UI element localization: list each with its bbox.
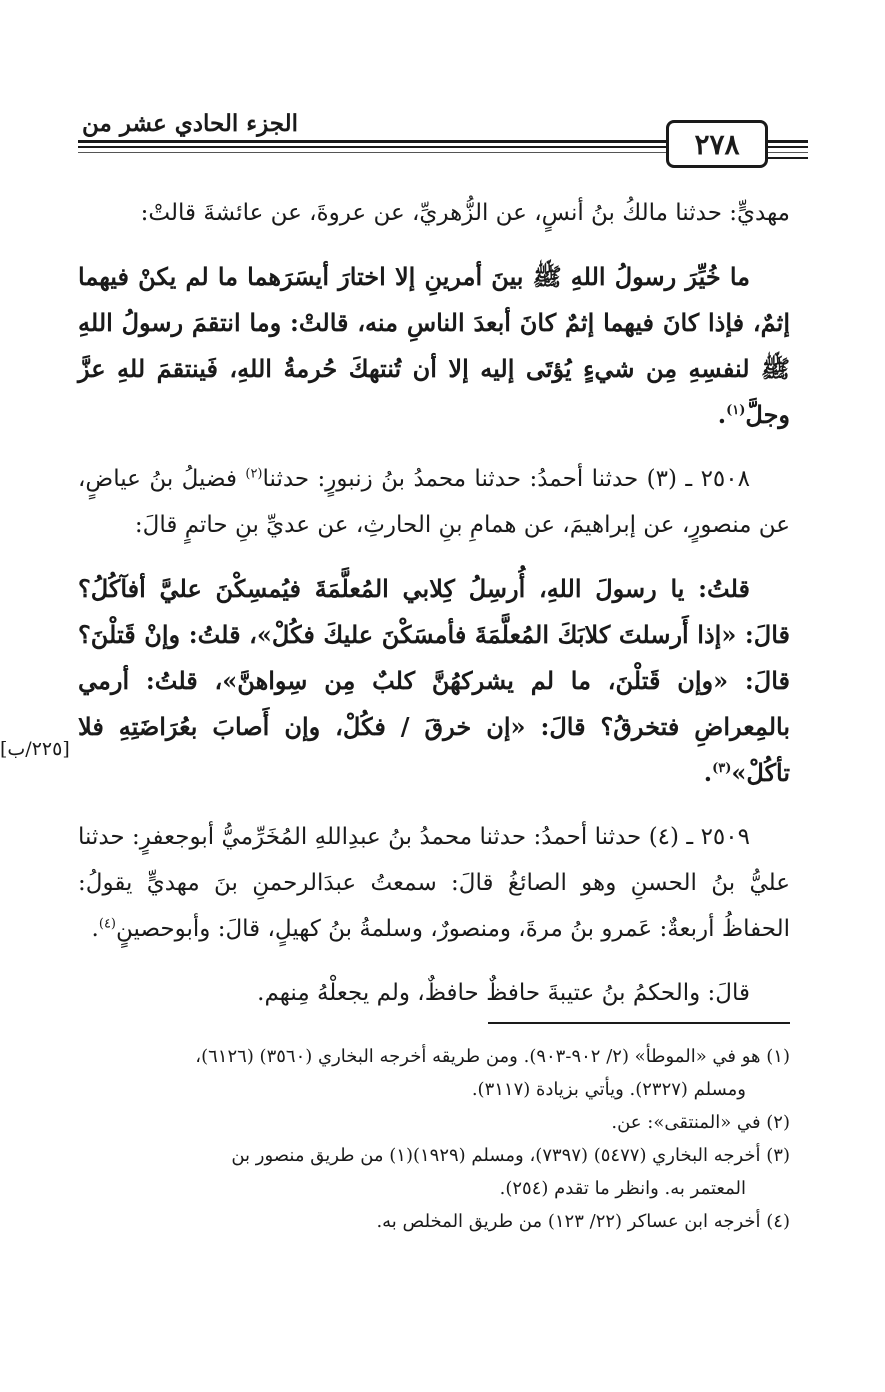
main-text [78, 190, 790, 1034]
footnote-line: (٤) أخرجه ابن عساكر (٢٢/ ١٢٣) من طريق المخلص به. [376, 1211, 790, 1232]
punctuation: . [717, 400, 727, 429]
footnote-line: (١) هو في «الموطأ» (٢/ ٩٠٢-٩٠٣). ومن طريقه أخرجه البخاري (٣٥٦٠) (٦١٢٦)، [195, 1046, 790, 1067]
hadith-text: ما خُيِّرَ رسولُ اللهِ ﷺ بينَ أمرينِ إلا اختارَ أيسَرَهما ما لم يكنْ فيهما إثمٌ، فإذا كانَ فيهما إثمٌ كانَ أبعدَ الناسِ منه، قالتْ: وما انتقمَ رسولُ اللهِ ﷺ لنفسِهِ مِن شيءٍ يُؤتَى إليه إلا أن تُنتهكَ حُرمةُ اللهِ، فَينتقمَ للهِ عزَّ وجلَّ [78, 262, 790, 429]
header-ornament [766, 140, 808, 159]
paragraph-text: مهديٍّ: حدثنا مالكُ بنُ أنسٍ، عن الزُّهريِّ، عن عروةَ، عن عائشةَ قالتْ: [140, 200, 790, 226]
hadith-paragraph [78, 566, 790, 796]
isnad-text: ٢٥٠٨ ـ (٣) حدثنا أحمدُ: حدثنا محمدُ بنُ زنبورٍ: حدثنا [262, 466, 750, 492]
paragraph [78, 190, 790, 236]
footnote-ref: (٣) [712, 761, 732, 776]
isnad-paragraph [78, 814, 790, 952]
punctuation: . [703, 758, 713, 787]
paragraph [78, 970, 790, 1016]
footnote-ref: (٤) [98, 916, 116, 932]
page-number: ٢٧٨ [666, 120, 768, 168]
running-title: الجزء الحادي عشر من [82, 110, 299, 137]
footnote-ref: (٢) [245, 466, 263, 482]
footnote [78, 1040, 790, 1106]
footnote-line: المعتمر به. وانظر ما تقدم (٢٥٤). [499, 1178, 746, 1199]
paragraph-text: قالَ: والحكمُ بنُ عتيبةَ حافظٌ حافظٌ، ولم يجعلْهُ مِنهم. [257, 980, 750, 1006]
footnote-line: (٣) أخرجه البخاري (٥٤٧٧) (٧٣٩٧)، ومسلم (١٩٢٩)(١) من طريق منصور بن [231, 1145, 790, 1166]
isnad-text: ٢٥٠٩ ـ (٤) حدثنا أحمدُ: حدثنا محمدُ بنُ عبدِاللهِ المُخَرِّميُّ أبوجعفرٍ: حدثنا عليُّ بنُ الحسنِ وهو الصائغُ قالَ: سمعتُ عبدَالرحمنِ بنَ مهديٍّ يقولُ: الحفاظُ أربعةٌ: عَمرو بنُ مرةَ، ومنصورٌ، وسلمةُ بنُ كهيلٍ، قالَ: وأبوحصينٍ [78, 824, 790, 942]
hadith-text: قلتُ: يا رسولَ اللهِ، أُرسِلُ كِلابي المُعلَّمَةَ فيُمسِكْنَ عليَّ أفآكُلُ؟ قالَ: «إذا أَرسلتَ كلابَكَ المُعلَّمَةَ فأمسَكْنَ عليكَ فكُلْ»، قلتُ: وإنْ قَتلْنَ؟ قالَ: «وإن قَتلْنَ، ما لم يشركهُنَّ كلبٌ مِن سِواهنَّ»، قلتُ: أرمي بالمِعراضِ فتخرقُ؟ قالَ: «إن خرقَ / فكُلْ، وإن أَصابَ بعُرَاضَتِهِ فلا تأكُلْ» [78, 574, 790, 787]
footnote-ref: (١) [726, 403, 746, 418]
manuscript-folio-marker: [٢٢٥/ب] [0, 738, 70, 760]
footnote [78, 1139, 790, 1205]
page-header [78, 100, 808, 180]
punctuation: . [91, 916, 99, 942]
isnad-paragraph [78, 456, 790, 548]
footnote-line: (٢) في «المنتقى»: عن. [611, 1112, 790, 1133]
footnote [78, 1205, 790, 1238]
footnote-line: ومسلم (٢٣٢٧). ويأتي بزيادة (٣١١٧). [471, 1079, 746, 1100]
footnote [78, 1106, 790, 1139]
footnotes [78, 1040, 790, 1238]
footnote-divider [488, 1022, 790, 1024]
hadith-paragraph [78, 254, 790, 438]
isnad-text: فضيلُ بنُ عياضٍ، عن منصورٍ، عن إبراهيمَ، عن همامِ بنِ الحارثِ، عن عديِّ بنِ حاتمٍ قالَ: [78, 466, 790, 538]
